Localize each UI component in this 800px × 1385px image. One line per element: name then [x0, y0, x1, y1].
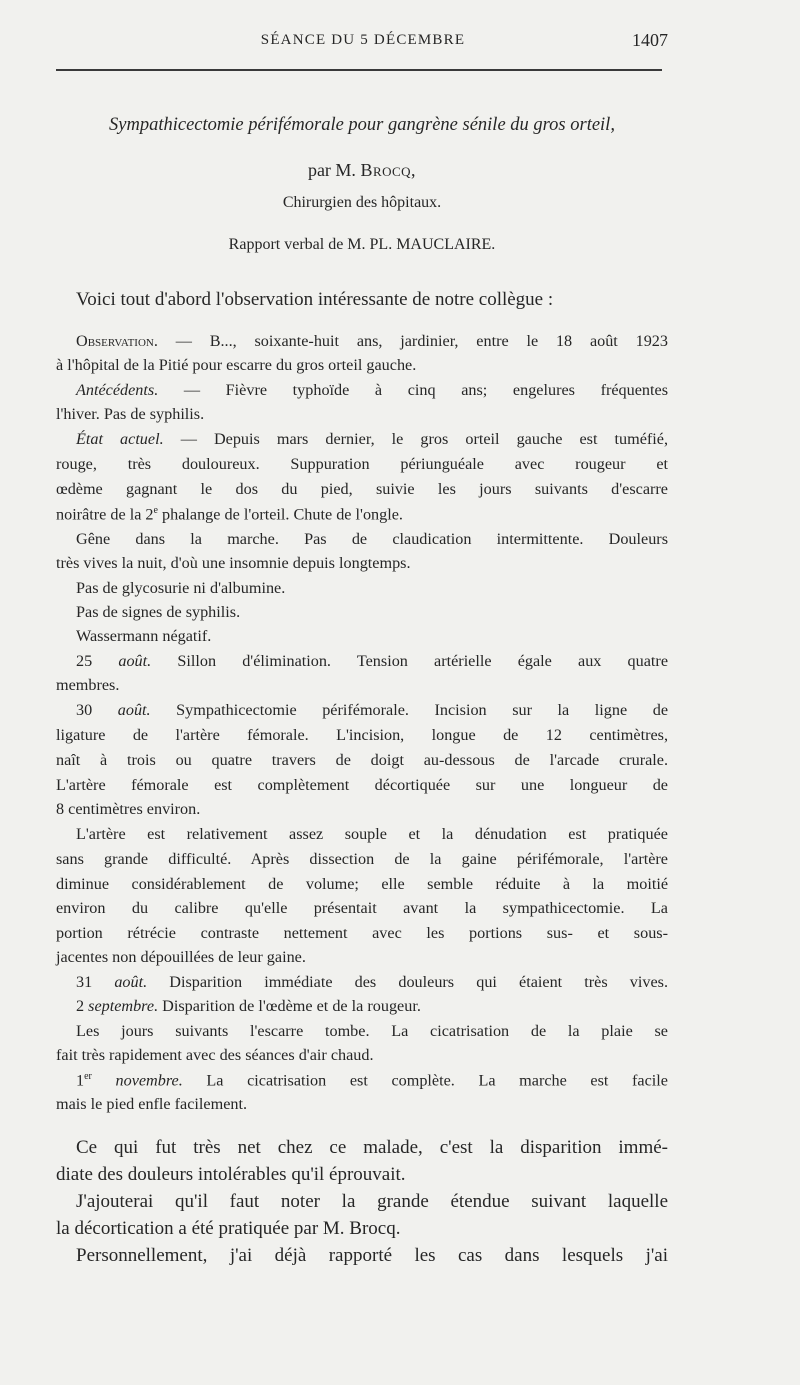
- observation-line-14: 25 août. Sillon d'élimination. Tension artérielle égale aux quatre: [76, 652, 669, 670]
- observation-line-23: diminue considérablement de volume; elle semble réduite à la moitié: [56, 875, 668, 893]
- observation-line-10: très vives la nuit, d'où une insomnie depuis longtemps.: [56, 554, 411, 572]
- observation-line-30: fait très rapidement avec des séances d'air chaud.: [56, 1046, 374, 1064]
- observation-line-7: œdème gagnant le dos du pied, suivie les jours suivants d'escarre: [56, 480, 668, 498]
- observation-line-16: 30 août. Sympathicectomie périfémorale. Incision sur la ligne de: [76, 701, 669, 719]
- commentary-line-2: diate des douleurs intolérables qu'il éprouvait.: [56, 1164, 406, 1185]
- observation-line-5: État actuel. — Depuis mars dernier, le gros orteil gauche est tuméfié,: [76, 430, 668, 448]
- antecedents-label: Antécédents.: [76, 381, 159, 399]
- commentary-line-4: la décortication a été pratiquée par M. Brocq.: [56, 1218, 401, 1239]
- running-head: SÉANCE DU 5 DÉCEMBRE: [260, 32, 466, 48]
- commentary-line-1: Ce qui fut très net chez ce malade, c'est la disparition immé-: [76, 1137, 668, 1158]
- observation-line-29: Les jours suivants l'escarre tombe. La cicatrisation de la plaie se: [76, 1022, 668, 1040]
- observation-line-27: 31 août. Disparition immédiate des douleurs qui étaient très vives.: [76, 973, 668, 991]
- observation-line-13: Wassermann négatif.: [76, 627, 212, 645]
- observation-line-25: portion rétrécie contraste nettement avec les portions sus- et sous-: [56, 924, 668, 942]
- author-affiliation: Chirurgien des hôpitaux.: [282, 194, 442, 211]
- report-line: Rapport verbal de M. PL. MAUCLAIRE.: [228, 236, 496, 253]
- observation-line-3: Antécédents. — Fièvre typhoïde à cinq ans; engelures fréquentes: [76, 381, 668, 399]
- observation-line-24: environ du calibre qu'elle présentait avant la sympathicectomie. La: [56, 899, 668, 917]
- observation-line-9: Gêne dans la marche. Pas de claudication intermittente. Douleurs: [76, 530, 668, 548]
- observation-line-2: à l'hôpital de la Pitié pour escarre du gros orteil gauche.: [56, 356, 417, 374]
- observation-line-22: sans grande difficulté. Après dissection de la gaine périfémorale, l'artère: [56, 850, 668, 868]
- observation-label: Observation.: [76, 332, 158, 350]
- observation-line-32: mais le pied enfle facilement.: [56, 1095, 248, 1113]
- commentary-line-5: Personnellement, j'ai déjà rapporté les cas dans lesquels j'ai: [76, 1245, 668, 1266]
- observation-line-4: l'hiver. Pas de syphilis.: [56, 405, 205, 423]
- observation-line-8: noirâtre de la 2e phalange de l'orteil. Chute de l'ongle.: [56, 505, 403, 524]
- observation-line-26: jacentes non dépouillées de leur gaine.: [56, 948, 306, 966]
- page-number: 1407: [632, 30, 668, 50]
- observation-line-28: 2 septembre. Disparition de l'œdème et de la rougeur.: [76, 997, 421, 1015]
- author-name: Brocq,: [360, 160, 417, 180]
- article-title: Sympathicectomie périfémorale pour gangrène sénile du gros orteil,: [109, 115, 615, 135]
- observation-line-17: ligature de l'artère fémorale. L'incision, longue de 12 centimètres,: [56, 726, 668, 744]
- intro-paragraph: Voici tout d'abord l'observation intéressante de notre collègue :: [76, 289, 554, 310]
- observation-line-21: L'artère est relativement assez souple et la dénudation est pratiquée: [76, 825, 668, 843]
- observation-line-12: Pas de signes de syphilis.: [76, 603, 241, 621]
- observation-line-31: 1er novembre. La cicatrisation est complète. La marche est facile: [76, 1071, 668, 1090]
- observation-line-6: rouge, très douloureux. Suppuration périunguéale avec rougeur et: [56, 455, 668, 473]
- observation-line-19: L'artère fémorale est complètement décortiquée sur une longueur de: [56, 776, 668, 794]
- observation-line-15: membres.: [56, 676, 120, 694]
- commentary-line-3: J'ajouterai qu'il faut noter la grande étendue suivant laquelle: [76, 1191, 668, 1212]
- observation-line-1: Observation. — B..., soixante-huit ans, jardinier, entre le 18 août 1923: [76, 332, 668, 350]
- etat-actuel-label: État actuel.: [76, 430, 164, 448]
- observation-line-11: Pas de glycosurie ni d'albumine.: [76, 579, 286, 597]
- author-prefix: par M.: [307, 160, 356, 180]
- observation-line-18: naît à trois ou quatre travers de doigt au-dessous de l'arcade crurale.: [56, 751, 668, 769]
- observation-line-20: 8 centimètres environ.: [56, 800, 201, 818]
